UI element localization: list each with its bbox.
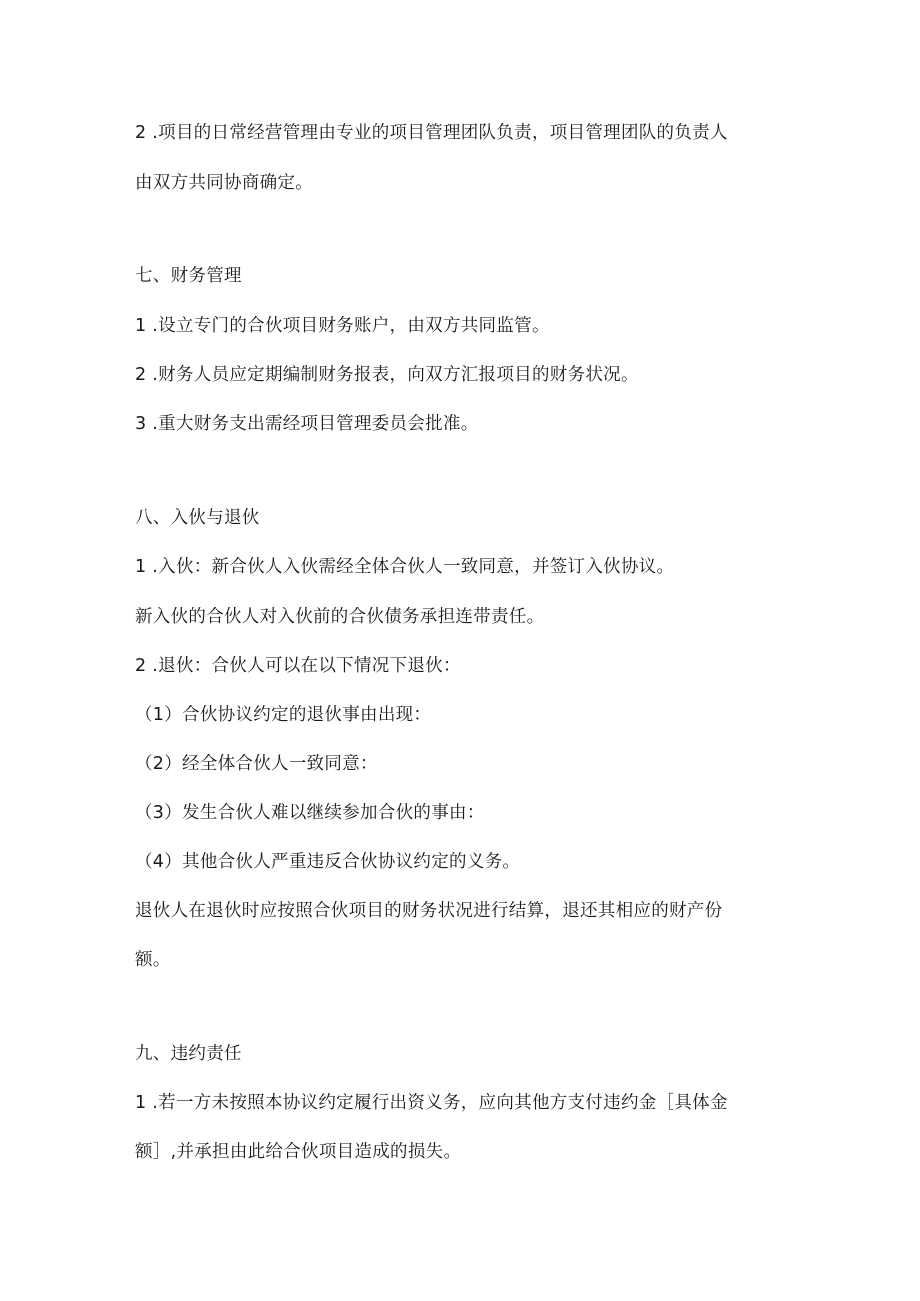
section-7-item-1: 1 .设立专门的合伙项目财务账户，由双方共同监管。 (135, 316, 550, 336)
section-8-sub-1: （1）合伙协议约定的退伙事由出现： (135, 705, 432, 725)
section-7-heading: 七、财务管理 (135, 266, 242, 286)
section-8-item-1-note: 新入伙的合伙人对入伙前的合伙债务承担连带责任。 (135, 607, 545, 627)
section-8-sub-4: （4）其他合伙人严重违反合伙协议约定的义务。 (135, 852, 521, 872)
section-9-item-1-line-1: 1 .若一方未按照本协议约定履行出资义务，应向其他方支付违约金［具体金 (135, 1093, 728, 1113)
section-8-sub-2: （2）经全体合伙人一致同意： (135, 754, 378, 774)
section-8-settlement-line-2: 额。 (135, 950, 171, 970)
section-8-settlement-line-1: 退伙人在退伙时应按照合伙项目的财务状况进行结算，退还其相应的财产份 (135, 901, 723, 921)
section-7-item-2: 2 .财务人员应定期编制财务报表，向双方汇报项目的财务状况。 (135, 365, 639, 385)
section-6-item-2-line-1: 2 .项目的日常经营管理由专业的项目管理团队负责，项目管理团队的负责人 (135, 123, 728, 143)
section-8-sub-3: （3）发生合伙人难以继续参加合伙的事由： (135, 803, 485, 823)
section-6-item-2-line-2: 由双方共同协商确定。 (135, 173, 313, 193)
section-9-item-1-line-2: 额］,并承担由此给合伙项目造成的损失。 (135, 1142, 462, 1162)
section-9-heading: 九、违约责任 (135, 1044, 242, 1064)
section-8-heading: 八、入伙与退伙 (135, 508, 260, 528)
section-8-item-1: 1 .入伙：新合伙人入伙需经全体合伙人一致同意，并签订入伙协议。 (135, 557, 675, 577)
section-7-item-3: 3 .重大财务支出需经项目管理委员会批准。 (135, 414, 479, 434)
section-8-item-2: 2 .退伙：合伙人可以在以下情况下退伙： (135, 656, 461, 676)
